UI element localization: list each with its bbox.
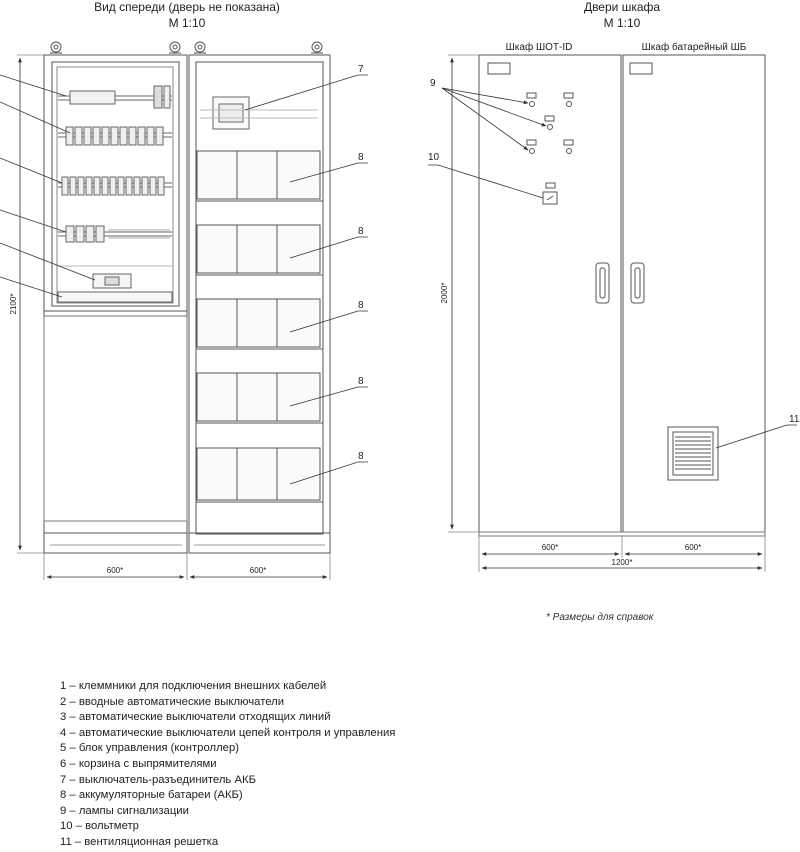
legend-item: 5 – блок управления (контроллер) xyxy=(60,742,239,755)
battery-row xyxy=(196,151,323,201)
legend-item: 3 – автоматические выключатели отходящих линий xyxy=(60,711,331,724)
callout-9: 9 xyxy=(430,78,436,89)
left-door-label: Шкаф ШОТ-ID xyxy=(505,42,573,53)
lifting-eye xyxy=(194,42,206,53)
battery-disconnect-switch xyxy=(200,97,318,129)
voltmeter xyxy=(543,183,557,204)
legend-item: 2 – вводные автоматические выключатели xyxy=(60,695,285,708)
doors-width-left-dimension: 600* xyxy=(541,543,559,552)
signal-lamp xyxy=(545,116,554,130)
callout-10: 10 xyxy=(428,152,440,163)
legend-list xyxy=(60,679,395,851)
control-breaker-row xyxy=(58,226,172,242)
right-door-label: Шкаф батарейный ШБ xyxy=(641,42,747,53)
input-breaker-row xyxy=(58,127,172,145)
legend-item: 8 – аккумуляторные батареи (АКБ) xyxy=(60,789,243,802)
outgoing-breaker-row xyxy=(58,177,172,195)
callout-8: 8 xyxy=(358,226,364,237)
callout-11: 11 xyxy=(789,414,800,425)
cabinet-doors xyxy=(479,55,765,536)
signal-lamp xyxy=(564,93,573,107)
doors-view-scale: М 1:10 xyxy=(603,16,641,30)
rectifier-basket xyxy=(58,292,172,302)
legend-item: 1 – клеммники для подключения внешних кабелей xyxy=(60,680,327,692)
lifting-eye xyxy=(311,42,323,53)
signal-lamp xyxy=(527,93,536,107)
battery-row xyxy=(196,373,323,423)
front-height-dimension: 2100* xyxy=(9,293,18,315)
signal-lamp xyxy=(527,140,536,154)
front-view-scale: М 1:10 xyxy=(168,16,206,30)
front-width-left-dimension: 600* xyxy=(106,566,124,575)
battery-row xyxy=(196,448,323,502)
signal-lamp xyxy=(564,140,573,154)
legend-item: 9 – лампы сигнализации xyxy=(60,804,189,817)
legend-item: 10 – вольтметр xyxy=(60,820,139,833)
legend-item: 4 – автоматические выключатели цепей контроля и управления xyxy=(60,726,396,739)
reference-dimensions-note: * Размеры для справок xyxy=(546,612,654,623)
door-handle xyxy=(596,263,609,303)
label-plate xyxy=(630,63,652,74)
doors-view-title: Двери шкафа xyxy=(583,0,661,14)
battery-shelves xyxy=(196,151,323,502)
legend-item: 6 – корзина с выпрямителями xyxy=(60,757,217,770)
terminal-block-row xyxy=(58,86,172,108)
door-handle xyxy=(631,263,644,303)
callout-7: 7 xyxy=(358,64,364,75)
legend-item: 7 – выключатель-разъединитель АКБ xyxy=(60,773,256,786)
callout-8: 8 xyxy=(358,300,364,311)
controller-unit xyxy=(58,266,172,288)
doors-width-right-dimension: 600* xyxy=(684,543,702,552)
doors-height-dimension: 2000* xyxy=(440,282,449,304)
label-plate xyxy=(488,63,510,74)
callout-8: 8 xyxy=(358,451,364,462)
legend-item: 11 – вентиляционная решетка xyxy=(60,835,219,848)
lifting-eye xyxy=(169,42,181,53)
doors-width-total-dimension: 1200* xyxy=(611,558,633,567)
front-view-title: Вид спереди (дверь не показана) xyxy=(94,0,280,14)
battery-row xyxy=(196,299,323,349)
ventilation-grille xyxy=(668,427,718,480)
callout-8: 8 xyxy=(358,152,364,163)
battery-row xyxy=(196,225,323,275)
front-width-right-dimension: 600* xyxy=(249,566,267,575)
lifting-eye xyxy=(50,42,62,53)
callout-8: 8 xyxy=(358,376,364,387)
